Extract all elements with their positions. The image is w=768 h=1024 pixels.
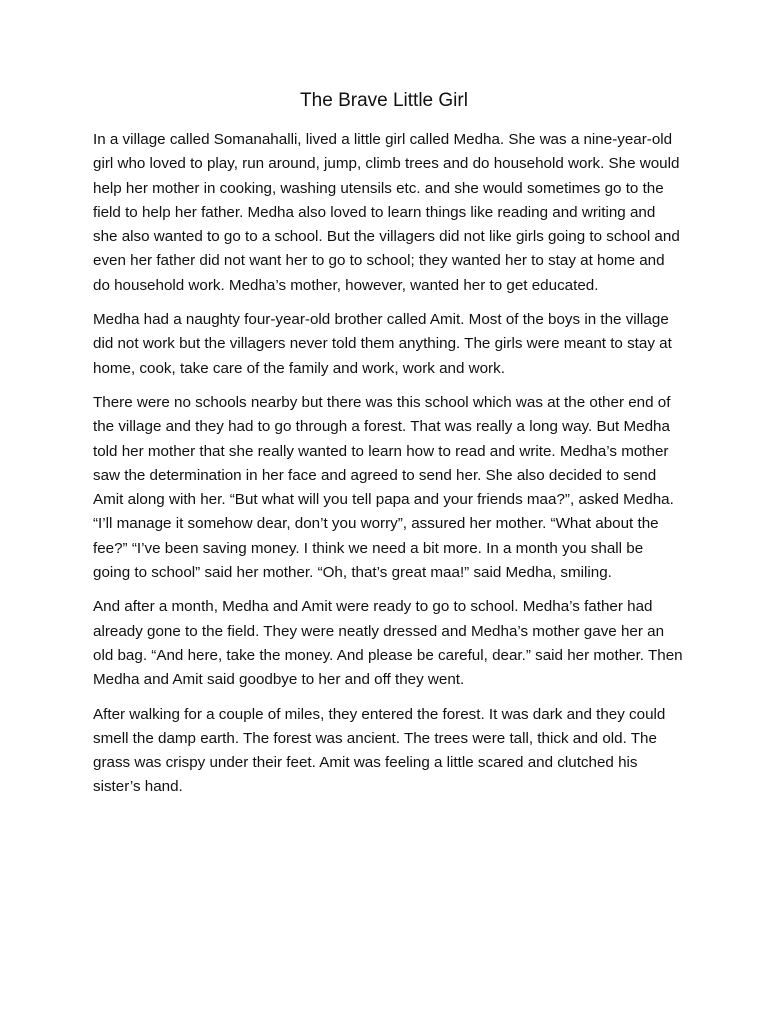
paragraph-5: After walking for a couple of miles, they entered the forest. It was dark and they could smell the damp earth. The forest was ancient. The trees were tall, thick and old. The grass was crispy under their feet. Amit was feeling a little scared and clutched his sister’s hand. [93,705,666,796]
paragraph-2: Medha had a naughty four-year-old brother called Amit. Most of the boys in the village did not work but the villagers never told them anything. The girls were meant to stay at home, cook, take care of the family and work, work and work. [93,311,672,377]
document-title: The Brave Little Girl [300,90,468,111]
paragraph-3: There were no schools nearby but there was this school which was at the other end of the village and they had to go through a forest. That was really a long way. But Medha told her mother that she really wanted to learn how to read and write. Medha’s mother saw the determination in her face and agreed to send her. She also decided to send Amit along with her. “But what will you tell papa and your friends maa?”, asked Medha. “I’ll manage it somehow dear, don’t you worry”, assured her mother. “What about the fee?” “I’ve been saving money. I think we need a bit more. In a month you shall be going to school” said her mother. “Oh, that’s great maa!” said Medha, smiling. [93,393,674,582]
paragraph-4: And after a month, Medha and Amit were ready to go to school. Medha’s father had already gone to the field. They were neatly dressed and Medha’s mother gave her an old bag. “And here, take the money. And please be careful, dear.” said her mother. Then Medha and Amit said goodbye to her and off they went. [93,598,683,689]
paragraph-1: In a village called Somanahalli, lived a little girl called Medha. She was a nine-year-old girl who loved to play, run around, jump, climb trees and do household work. She would help her mother in cooking, washing utensils etc. and she would sometimes go to the field to help her father. Medha also loved to learn things like reading and writing and she also wanted to go to a school. But the villagers did not like girls going to school and even her father did not want her to go to school; they wanted her to stay at home and do household work. Medha’s mother, however, wanted her to get educated. [93,131,680,294]
document-body [93,128,683,810]
